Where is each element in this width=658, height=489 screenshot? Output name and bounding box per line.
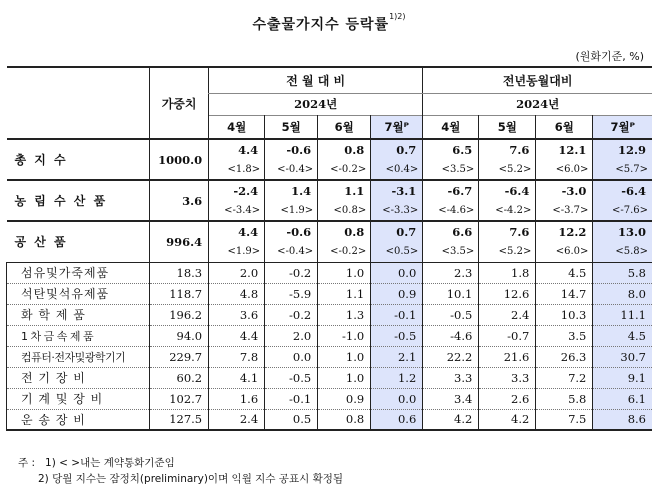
value-cell: 1.0 bbox=[318, 346, 371, 367]
value-cell: 0.0 bbox=[371, 388, 423, 409]
value-cell: -0.5 bbox=[423, 304, 479, 325]
value-cell: 1.6 bbox=[209, 388, 265, 409]
value-cell: 1.2 bbox=[371, 367, 423, 388]
month-header: 7월ᴾ bbox=[593, 115, 652, 139]
footnotes bbox=[18, 455, 343, 487]
row-label: 섬유및가죽제품 bbox=[7, 262, 150, 283]
contract-value-cell: <-4.2> bbox=[479, 201, 536, 221]
contract-value-cell: <0.5> bbox=[371, 242, 423, 262]
value-cell: 0.8 bbox=[318, 221, 371, 242]
contract-value-cell: <0.8> bbox=[318, 201, 371, 221]
contract-value-cell: <1.9> bbox=[265, 201, 318, 221]
value-cell: -4.6 bbox=[423, 325, 479, 346]
value-cell: 0.6 bbox=[371, 409, 423, 430]
value-cell: 8.6 bbox=[593, 409, 652, 430]
contract-value-cell: <-0.4> bbox=[265, 160, 318, 180]
value-cell: 0.0 bbox=[371, 262, 423, 283]
contract-value-cell: <-0.2> bbox=[318, 242, 371, 262]
value-cell: 0.7 bbox=[371, 221, 423, 242]
value-cell: 12.2 bbox=[536, 221, 593, 242]
value-cell: 14.7 bbox=[536, 283, 593, 304]
value-cell: 11.1 bbox=[593, 304, 652, 325]
footnote-1: 주 : 1) < >내는 계약통화기준임 bbox=[18, 457, 175, 469]
contract-value-cell: <-0.2> bbox=[318, 160, 371, 180]
value-cell: 3.6 bbox=[209, 304, 265, 325]
value-cell: -5.9 bbox=[265, 283, 318, 304]
value-cell: 6.6 bbox=[423, 221, 479, 242]
month-header: 7월ᴾ bbox=[371, 115, 423, 139]
value-cell: 0.7 bbox=[371, 139, 423, 160]
contract-value-cell: <-3.3> bbox=[371, 201, 423, 221]
value-cell: 0.9 bbox=[371, 283, 423, 304]
month-header: 5월 bbox=[479, 115, 536, 139]
value-cell: 7.2 bbox=[536, 367, 593, 388]
value-cell: 6.1 bbox=[593, 388, 652, 409]
weight-header: 가중치 bbox=[150, 67, 209, 139]
value-cell: 12.9 bbox=[593, 139, 652, 160]
value-cell: 4.2 bbox=[423, 409, 479, 430]
value-cell: -6.7 bbox=[423, 180, 479, 201]
contract-value-cell: <6.0> bbox=[536, 242, 593, 262]
weight-cell: 1000.0 bbox=[150, 139, 209, 180]
value-cell: 4.5 bbox=[593, 325, 652, 346]
contract-value-cell: <1.8> bbox=[209, 160, 265, 180]
value-cell: 1.4 bbox=[265, 180, 318, 201]
row-label: 기 계 및 장 비 bbox=[7, 388, 150, 409]
value-cell: 7.8 bbox=[209, 346, 265, 367]
value-cell: -2.4 bbox=[209, 180, 265, 201]
contract-value-cell: <5.7> bbox=[593, 160, 652, 180]
value-cell: 4.4 bbox=[209, 221, 265, 242]
value-cell: 4.8 bbox=[209, 283, 265, 304]
value-cell: -0.7 bbox=[479, 325, 536, 346]
contract-value-cell: <-4.6> bbox=[423, 201, 479, 221]
year2-header: 2024년 bbox=[423, 93, 652, 115]
value-cell: -0.2 bbox=[265, 262, 318, 283]
row-label: 1 차 금 속 제 품 bbox=[7, 325, 150, 346]
value-cell: 13.0 bbox=[593, 221, 652, 242]
row-label: 총 지 수 bbox=[14, 153, 68, 167]
contract-value-cell: <-3.4> bbox=[209, 201, 265, 221]
value-cell: 4.2 bbox=[479, 409, 536, 430]
value-cell: 4.4 bbox=[209, 139, 265, 160]
value-cell: 0.0 bbox=[265, 346, 318, 367]
value-cell: -0.5 bbox=[371, 325, 423, 346]
value-cell: 1.0 bbox=[318, 367, 371, 388]
value-cell: -1.0 bbox=[318, 325, 371, 346]
weight-cell: 229.7 bbox=[150, 346, 209, 367]
value-cell: -0.6 bbox=[265, 221, 318, 242]
footnote-2: 2) 당월 지수는 잠정치(preliminary)이며 익월 지수 공표시 확정됨 bbox=[38, 473, 344, 485]
value-cell: 2.3 bbox=[423, 262, 479, 283]
value-cell: 12.6 bbox=[479, 283, 536, 304]
value-cell: 1.1 bbox=[318, 180, 371, 201]
contract-value-cell: <1.9> bbox=[209, 242, 265, 262]
contract-value-cell: <0.4> bbox=[371, 160, 423, 180]
export-price-table bbox=[6, 66, 652, 431]
group1-header: 전 월 대 비 bbox=[209, 67, 423, 93]
value-cell: 7.5 bbox=[536, 409, 593, 430]
contract-value-cell: <6.0> bbox=[536, 160, 593, 180]
value-cell: 4.5 bbox=[536, 262, 593, 283]
contract-value-cell: <-7.6> bbox=[593, 201, 652, 221]
value-cell: -6.4 bbox=[479, 180, 536, 201]
value-cell: 2.0 bbox=[209, 262, 265, 283]
value-cell: 8.0 bbox=[593, 283, 652, 304]
weight-cell: 94.0 bbox=[150, 325, 209, 346]
row-label: 화 학 제 품 bbox=[7, 304, 150, 325]
value-cell: 30.7 bbox=[593, 346, 652, 367]
value-cell: 2.0 bbox=[265, 325, 318, 346]
value-cell: 10.3 bbox=[536, 304, 593, 325]
value-cell: 0.8 bbox=[318, 409, 371, 430]
contract-value-cell: <5.2> bbox=[479, 242, 536, 262]
value-cell: 7.6 bbox=[479, 139, 536, 160]
group2-header: 전년동월대비 bbox=[423, 67, 652, 93]
value-cell: 2.1 bbox=[371, 346, 423, 367]
weight-cell: 196.2 bbox=[150, 304, 209, 325]
value-cell: 2.4 bbox=[209, 409, 265, 430]
month-header: 6월 bbox=[318, 115, 371, 139]
year1-header: 2024년 bbox=[209, 93, 423, 115]
value-cell: 0.5 bbox=[265, 409, 318, 430]
value-cell: 9.1 bbox=[593, 367, 652, 388]
row-label: 농 림 수 산 품 bbox=[14, 194, 108, 208]
month-header: 4월 bbox=[423, 115, 479, 139]
month-header: 5월 bbox=[265, 115, 318, 139]
month-header: 4월 bbox=[209, 115, 265, 139]
table-title: 수출물가지수 등락률$^{1)2)}$ bbox=[252, 12, 406, 33]
row-label: 컴퓨터·전자및광학기기 bbox=[7, 346, 150, 367]
value-cell: -0.6 bbox=[265, 139, 318, 160]
value-cell: -0.1 bbox=[371, 304, 423, 325]
value-cell: 3.4 bbox=[423, 388, 479, 409]
value-cell: 3.3 bbox=[479, 367, 536, 388]
value-cell: 3.3 bbox=[423, 367, 479, 388]
contract-value-cell: <3.5> bbox=[423, 242, 479, 262]
value-cell: 1.8 bbox=[479, 262, 536, 283]
value-cell: 22.2 bbox=[423, 346, 479, 367]
value-cell: -3.1 bbox=[371, 180, 423, 201]
value-cell: 6.5 bbox=[423, 139, 479, 160]
value-cell: 5.8 bbox=[593, 262, 652, 283]
unit-label: (원화기준, %) bbox=[575, 50, 644, 63]
weight-cell: 102.7 bbox=[150, 388, 209, 409]
value-cell: 3.5 bbox=[536, 325, 593, 346]
value-cell: -3.0 bbox=[536, 180, 593, 201]
contract-value-cell: <5.8> bbox=[593, 242, 652, 262]
value-cell: -0.1 bbox=[265, 388, 318, 409]
value-cell: 21.6 bbox=[479, 346, 536, 367]
value-cell: 4.1 bbox=[209, 367, 265, 388]
value-cell: 26.3 bbox=[536, 346, 593, 367]
value-cell: 1.0 bbox=[318, 262, 371, 283]
row-label: 전 기 장 비 bbox=[7, 367, 150, 388]
value-cell: 5.8 bbox=[536, 388, 593, 409]
value-cell: -0.5 bbox=[265, 367, 318, 388]
weight-cell: 996.4 bbox=[150, 221, 209, 262]
value-cell: 0.8 bbox=[318, 139, 371, 160]
row-label: 운 송 장 비 bbox=[7, 409, 150, 430]
row-label: 공 산 품 bbox=[14, 235, 68, 250]
contract-value-cell: <-3.7> bbox=[536, 201, 593, 221]
value-cell: 12.1 bbox=[536, 139, 593, 160]
weight-cell: 18.3 bbox=[150, 262, 209, 283]
value-cell: 4.4 bbox=[209, 325, 265, 346]
contract-value-cell: <5.2> bbox=[479, 160, 536, 180]
weight-cell: 60.2 bbox=[150, 367, 209, 388]
value-cell: -0.2 bbox=[265, 304, 318, 325]
value-cell: 2.4 bbox=[479, 304, 536, 325]
weight-cell: 3.6 bbox=[150, 180, 209, 221]
weight-cell: 127.5 bbox=[150, 409, 209, 430]
month-header: 6월 bbox=[536, 115, 593, 139]
row-label: 석탄및석유제품 bbox=[7, 283, 150, 304]
contract-value-cell: <3.5> bbox=[423, 160, 479, 180]
header-blank bbox=[7, 67, 150, 139]
value-cell: 10.1 bbox=[423, 283, 479, 304]
value-cell: 1.3 bbox=[318, 304, 371, 325]
contract-value-cell: <-0.4> bbox=[265, 242, 318, 262]
weight-cell: 118.7 bbox=[150, 283, 209, 304]
value-cell: -6.4 bbox=[593, 180, 652, 201]
value-cell: 1.1 bbox=[318, 283, 371, 304]
value-cell: 0.9 bbox=[318, 388, 371, 409]
value-cell: 7.6 bbox=[479, 221, 536, 242]
value-cell: 2.6 bbox=[479, 388, 536, 409]
